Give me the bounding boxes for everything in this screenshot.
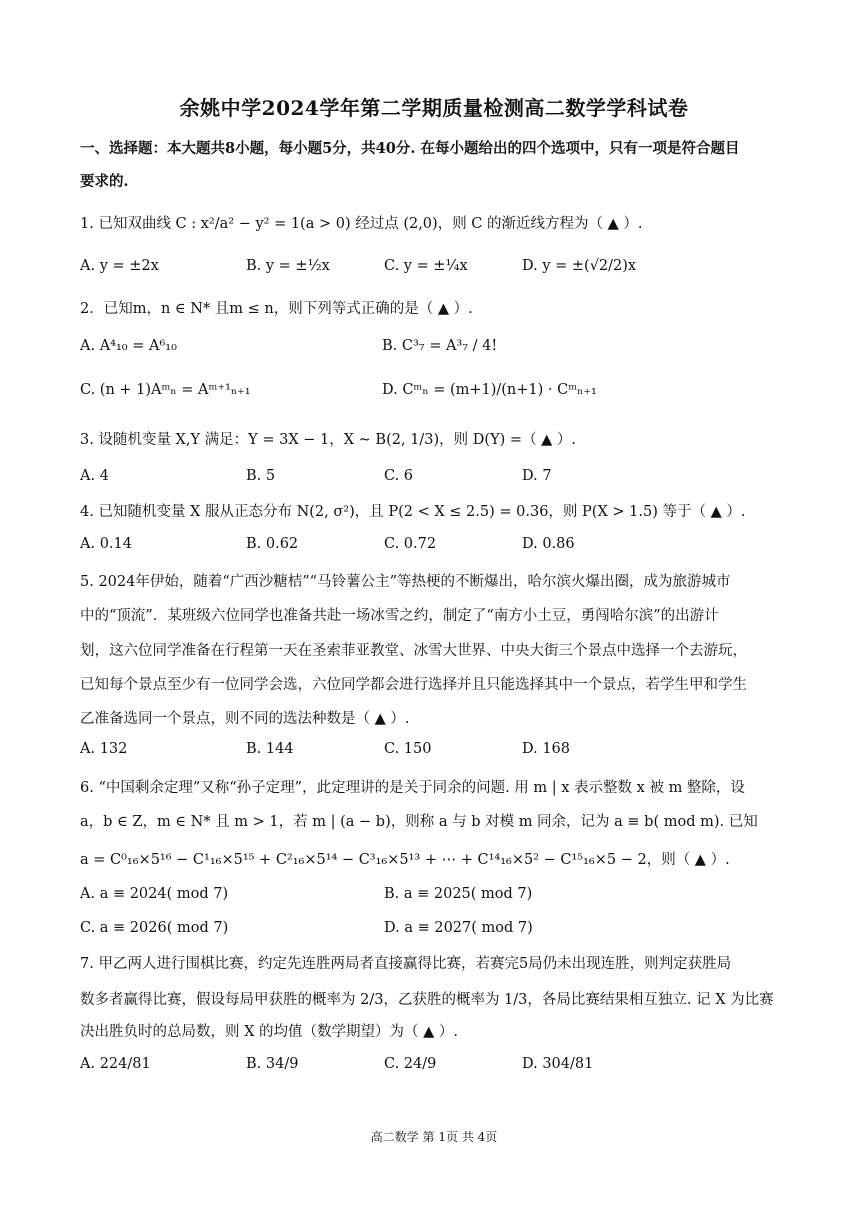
question-5-line3: 划，这六位同学准备在行程第一天在圣索菲亚教堂、冰雪大世界、中央大街三个景点中选择一个去游玩， <box>80 643 747 659</box>
section-heading-line2: 要求的. <box>80 173 129 190</box>
question-3-option-b: B. 5 <box>246 468 276 484</box>
question-3-option-c: C. 6 <box>384 468 414 484</box>
question-5-line5: 乙准备选同一个景点，则不同的选法种数是（ ▲ ）. <box>80 711 410 727</box>
question-5-option-d: D. 168 <box>522 741 571 757</box>
question-3-option-a: A. 4 <box>80 468 109 484</box>
question-6-line1: 6. “中国剩余定理”又称“孙子定理”，此定理讲的是关于同余的问题. 用 m | x 表示整数 x 被 m 整除，设 <box>80 780 745 796</box>
question-4-option-b: B. 0.62 <box>246 536 299 552</box>
question-6-option-a: A. a ≡ 2024( mod 7) <box>80 886 229 902</box>
question-2-option-a: A. A⁴₁₀ = A⁶₁₀ <box>80 338 177 354</box>
question-3-option-d: D. 7 <box>522 468 552 484</box>
question-7-line3: 决出胜负时的总局数，则 X 的均值（数学期望）为（ ▲ ）. <box>80 1024 459 1040</box>
question-6-option-c: C. a ≡ 2026( mod 7) <box>80 920 229 936</box>
question-7-line1: 7. 甲乙两人进行围棋比赛，约定先连胜两局者直接赢得比赛，若赛完5局仍未出现连胜，则判定获胜局 <box>80 956 732 972</box>
page-title: 余姚中学2024学年第二学期质量检测高二数学学科试卷 <box>179 96 689 120</box>
question-1-option-c: C. y = ±¼x <box>384 258 468 274</box>
question-5-line2: 中的“顶流”．某班级六位同学也准备共赴一场冰雪之约，制定了“南方小土豆，勇闯哈尔滨”的出游计 <box>80 608 719 624</box>
question-2-option-b: B. C³₇ = A³₇ / 4! <box>382 338 498 354</box>
question-7-option-b: B. 34/9 <box>246 1056 299 1072</box>
question-4-option-c: C. 0.72 <box>384 536 437 552</box>
question-7-option-d: D. 304/81 <box>522 1056 594 1072</box>
question-5-line1: 5. 2024年伊始，随着“广西沙糖桔”“马铃薯公主”等热梗的不断爆出，哈尔滨火爆出圈，成为旅游城市 <box>80 574 731 590</box>
question-1-option-a: A. y = ±2x <box>80 258 159 274</box>
question-6-option-b: B. a ≡ 2025( mod 7) <box>384 886 533 902</box>
question-5-line4: 已知每个景点至少有一位同学会选，六位同学都会进行选择并且只能选择其中一个景点，若学生甲和学生 <box>80 677 747 693</box>
question-1-option-d: D. y = ±(√2/2)x <box>522 258 637 274</box>
question-5-option-a: A. 132 <box>80 741 128 757</box>
question-7-option-a: A. 224/81 <box>80 1056 151 1072</box>
section-heading-line1: 一、选择题：本大题共8小题，每小题5分，共40分. 在每小题给出的四个选项中，只有一项是符合题目 <box>80 140 740 157</box>
question-2-option-d: D. Cᵐₙ = (m+1)/(n+1) · Cᵐₙ₊₁ <box>382 382 597 398</box>
question-3-text: 3. 设随机变量 X,Y 满足：Y = 3X − 1，X ~ B(2, 1/3)，则 D(Y) =（ ▲ ）. <box>80 432 577 448</box>
question-5-option-c: C. 150 <box>384 741 432 757</box>
question-6-option-d: D. a ≡ 2027( mod 7) <box>384 920 533 936</box>
question-4-option-a: A. 0.14 <box>80 536 132 552</box>
question-2-text: 2．已知m，n ∈ N* 且m ≤ n，则下列等式正确的是（ ▲ ）. <box>80 301 473 317</box>
question-1-option-b: B. y = ±½x <box>246 258 330 274</box>
page-footer: 高二数学 第 1页 共 4页 <box>370 1130 498 1144</box>
question-5-option-b: B. 144 <box>246 741 294 757</box>
question-4-option-d: D. 0.86 <box>522 536 575 552</box>
question-2-option-c: C. (n + 1)Aᵐₙ = Aᵐ⁺¹ₙ₊₁ <box>80 382 251 398</box>
question-1-text: 1. 已知双曲线 C : x²/a² − y² = 1(a > 0) 经过点 (2,0)，则 C 的渐近线方程为（ ▲ ）. <box>80 216 643 232</box>
question-4-text: 4. 已知随机变量 X 服从正态分布 N(2, σ²)，且 P(2 < X ≤ 2.5) = 0.36，则 P(X > 1.5) 等于（ ▲ ）. <box>80 504 746 520</box>
question-6-line3: a = C⁰₁₆×5¹⁶ − C¹₁₆×5¹⁵ + C²₁₆×5¹⁴ − C³₁₆×5¹³ + ⋯ + C¹⁴₁₆×5² − C¹⁵₁₆×5 − 2，则（ ▲ ）. <box>80 852 730 868</box>
question-7-line2: 数多者赢得比赛，假设每局甲获胜的概率为 2/3，乙获胜的概率为 1/3，各局比赛结果相互独立. 记 X 为比赛 <box>80 992 774 1008</box>
question-7-option-c: C. 24/9 <box>384 1056 437 1072</box>
question-6-line2: a，b ∈ Z，m ∈ N* 且 m > 1，若 m | (a − b)，则称 a 与 b 对模 m 同余，记为 a ≡ b( mod m). 已知 <box>80 814 758 830</box>
